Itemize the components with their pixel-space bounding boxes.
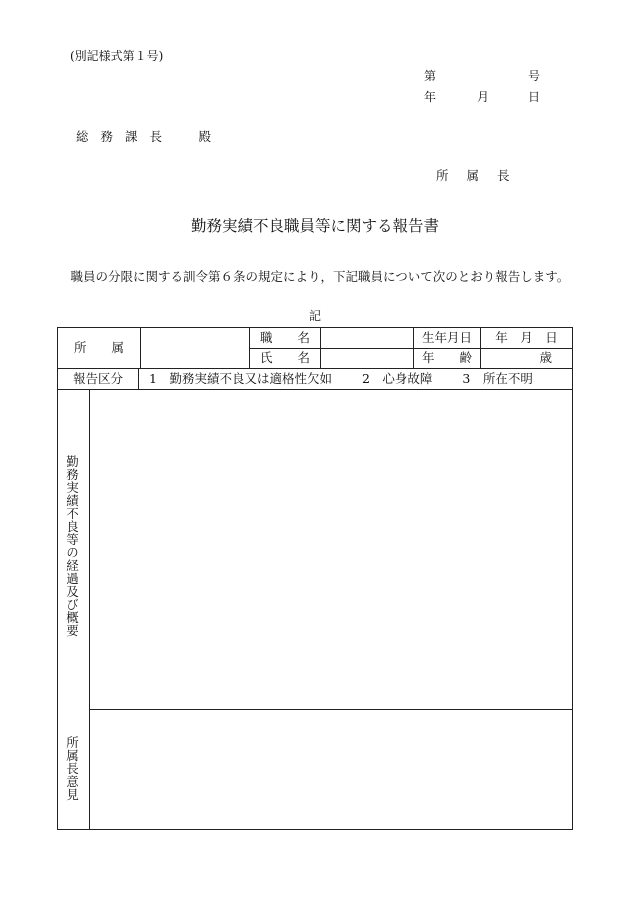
birthdate-value[interactable]: 年 月 日 [495, 329, 558, 345]
supervisor-opinion-area[interactable] [90, 710, 572, 829]
reference-number-suffix: 号 [528, 69, 541, 83]
age-unit: 歳 [539, 350, 552, 366]
age-label: 年 齢 [421, 350, 472, 366]
document-title: 勤務実績不良職員等に関する報告書 [190, 217, 439, 235]
report-option-2[interactable]: 2 心身故障 [361, 370, 433, 386]
supervisor-opinion-label: 所属長意見 [64, 736, 80, 801]
report-option-3[interactable]: 3 所在不明 [462, 370, 533, 386]
shimei-label: 氏 名 [259, 350, 310, 366]
form-number: (別記様式第１号) [70, 49, 164, 63]
report-category-label: 報告区分 [72, 370, 123, 386]
age-value[interactable] [481, 349, 572, 368]
report-category-options [139, 369, 572, 389]
circumstances-label: 勤務実績不良等の経過及び概要 [64, 455, 80, 637]
date-month-label: 月 [477, 90, 490, 104]
addressee: 総務課長 殿 [76, 129, 224, 144]
shozoku-label: 所 属 [73, 339, 124, 355]
shimei-value[interactable] [321, 349, 413, 368]
date-day-label: 日 [528, 90, 541, 104]
ki-heading: 記 [308, 309, 321, 323]
shokumei-value[interactable] [321, 328, 413, 348]
shozoku-value[interactable] [141, 328, 249, 368]
shokumei-label: 職 名 [259, 329, 310, 345]
date-year-label: 年 [424, 90, 437, 104]
reference-number-prefix: 第 [424, 69, 437, 83]
birthdate-label: 生年月日 [421, 329, 472, 345]
body-text: 職員の分限に関する訓令第６条の規定により，下記職員について次のとおり報告します。 [70, 269, 570, 284]
report-option-1[interactable]: 1 勤務実績不良又は適格性欠如 [149, 370, 332, 386]
circumstances-area[interactable] [90, 390, 572, 709]
sender: 所属長 [436, 168, 528, 183]
